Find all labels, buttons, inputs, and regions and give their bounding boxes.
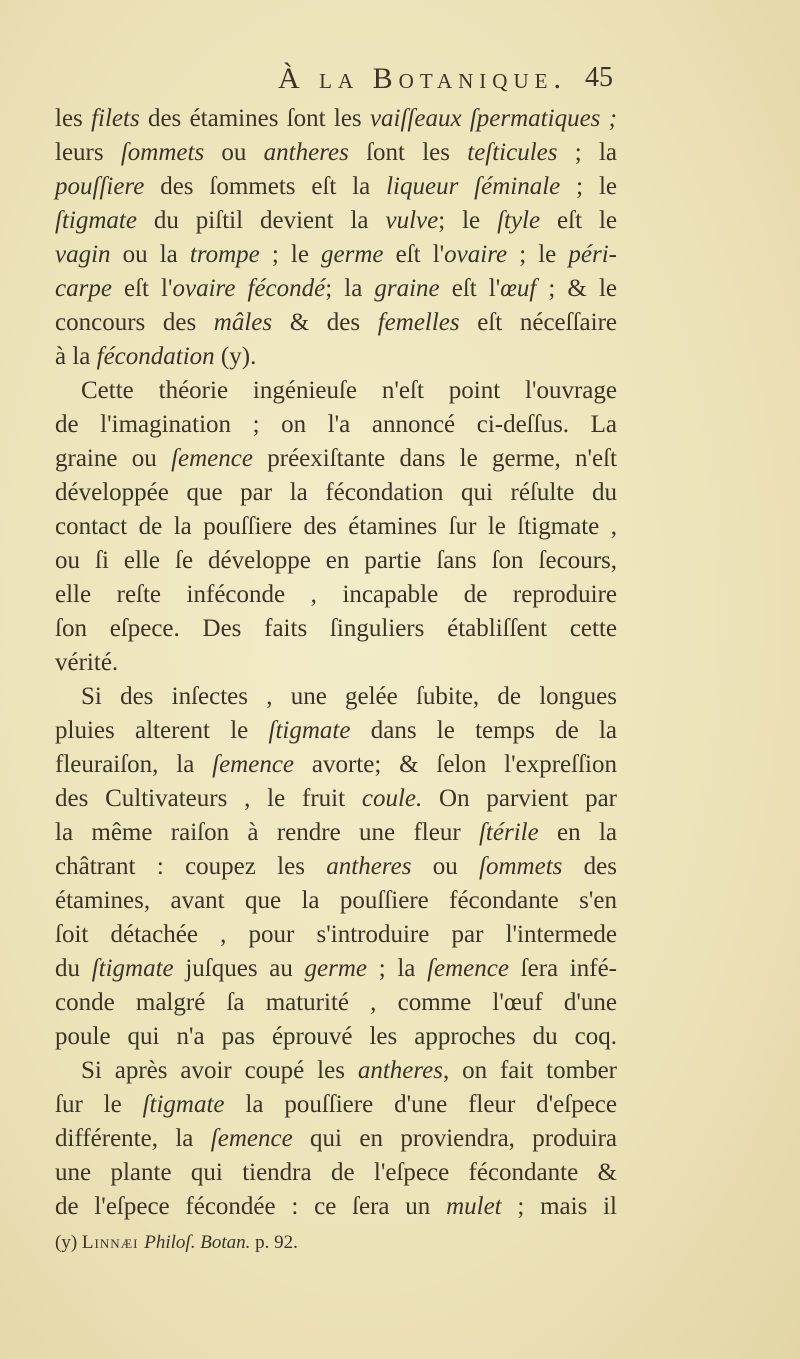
text-line [55, 714, 617, 748]
text-run: ou la [110, 241, 190, 268]
text-run: des [562, 853, 618, 880]
text-line [55, 1054, 617, 1088]
italic-term: mâles [213, 309, 273, 336]
italic-term: filets [91, 105, 140, 132]
text-run: qui en proviendra, produira [292, 1125, 617, 1152]
text-run: des Cultivateurs , le fruit [55, 785, 362, 812]
italic-term: ſommets [479, 853, 563, 880]
italic-term: ovaire fécondé [172, 275, 326, 302]
italic-term: ſtérile [478, 819, 539, 846]
text-run: ; & le [536, 275, 617, 302]
italic-term: ſtigmate [268, 717, 351, 744]
italic-term: ſtyle [497, 207, 541, 234]
text-run: juſques au [173, 955, 305, 982]
italic-term: ſemence [171, 445, 253, 472]
text-line [55, 952, 617, 986]
italic-term: ſemence [427, 955, 509, 982]
text-line [55, 170, 617, 204]
running-header: À la Botanique. [278, 62, 567, 95]
text-line [55, 680, 617, 714]
footnote-author: Linnæi [81, 1232, 145, 1253]
italic-term: ovaire [444, 241, 508, 268]
text-run: eſt l' [111, 275, 173, 302]
text-run: ; mais il [501, 1193, 617, 1220]
text-line [55, 102, 617, 136]
text-line [55, 374, 617, 408]
text-line [55, 1156, 617, 1190]
text-run: conde malgré ſa maturité , comme l'œuf d'une [55, 989, 617, 1016]
body-text [55, 102, 617, 1224]
text-line [55, 816, 617, 850]
italic-term: ſommets [120, 139, 205, 166]
text-line [55, 306, 617, 340]
italic-term: fécondation [96, 343, 215, 370]
text-line [55, 1020, 617, 1054]
text-run: eſt néceſſaire [459, 309, 617, 336]
page-number: 45 [585, 62, 613, 93]
text-line [55, 1122, 617, 1156]
text-run: ; le [438, 207, 498, 234]
footnote [55, 1232, 298, 1254]
italic-term: trompe [189, 241, 260, 268]
text-line [55, 850, 617, 884]
text-run: , on fait tomber [442, 1057, 617, 1084]
italic-term: péri- [568, 241, 617, 268]
italic-term: coule. [361, 785, 423, 812]
footnote-marker: (y) [55, 1232, 82, 1253]
text-run: de l'imagination ; on l'a annoncé ci-deſſus. La [55, 411, 617, 438]
text-run: préexiſtante dans le germe, n'eſt [252, 445, 617, 472]
text-run: (y). [214, 343, 257, 370]
text-run: ſur le [55, 1091, 143, 1118]
text-run: développée que par la fécondation qui réſulte du [55, 479, 617, 506]
text-run: Cette théorie ingénieuſe n'eſt point l'ouvrage [81, 377, 617, 404]
italic-term: vagin [55, 241, 111, 268]
italic-term: ſtigmate [142, 1091, 225, 1118]
italic-term: ſemence [212, 751, 295, 778]
text-run: ; le [560, 173, 617, 200]
text-run: elle reſte inféconde , incapable de reproduire [55, 581, 617, 608]
text-line [55, 918, 617, 952]
text-run: la pouſſiere d'une fleur d'eſpece [224, 1091, 617, 1118]
text-run: la même raiſon à rendre une fleur [55, 819, 479, 846]
text-run: du [55, 955, 92, 982]
text-line [55, 544, 617, 578]
italic-term: ſtigmate [55, 207, 137, 234]
text-run: ou [204, 139, 264, 166]
text-line [55, 612, 617, 646]
text-run: ; la [557, 139, 617, 166]
text-line [55, 510, 617, 544]
italic-term: germe [304, 955, 368, 982]
italic-term: antheres [326, 853, 412, 880]
text-line [55, 204, 617, 238]
text-run: ſont les [348, 139, 468, 166]
text-run: étamines, avant que la pouſſiere fécondante s'en [55, 887, 617, 914]
text-run: Si des inſectes , une gelée ſubite, de longues [81, 683, 617, 710]
italic-term: pouſſiere [55, 173, 145, 200]
italic-term: teſticules [467, 139, 558, 166]
text-line [55, 408, 617, 442]
italic-term: ſtigmate [91, 955, 174, 982]
text-line [55, 136, 617, 170]
italic-term: carpe [55, 275, 112, 302]
text-line [55, 578, 617, 612]
text-run: ou ſi elle ſe développe en partie ſans ſon ſecours, [55, 547, 617, 574]
footnote-work: Philoſ. Botan. [144, 1232, 251, 1253]
footnote-page: p. 92. [250, 1232, 298, 1253]
text-line [55, 272, 617, 306]
text-run: des étamines ſont les [139, 105, 370, 132]
text-line [55, 1088, 617, 1122]
italic-term: œuf [500, 275, 537, 302]
text-line [55, 986, 617, 1020]
text-run: eſt l' [439, 275, 501, 302]
text-run: des ſommets eſt la [144, 173, 387, 200]
text-line [55, 238, 617, 272]
text-line [55, 782, 617, 816]
text-run: du piſtil devient la [136, 207, 386, 234]
text-run: ſon eſpece. Des faits ſinguliers établiſſent cette [55, 615, 617, 642]
text-run: eſt l' [383, 241, 445, 268]
text-run: vérité. [55, 649, 119, 676]
text-line [55, 442, 617, 476]
text-run: & des [272, 309, 378, 336]
text-run: poule qui n'a pas éprouvé les approches du coq. [55, 1023, 617, 1050]
italic-term: graine [374, 275, 440, 302]
text-line [55, 1190, 617, 1224]
text-run: à la [55, 343, 97, 370]
text-run: contact de la pouſſiere des étamines ſur le ſtigmate , [55, 513, 617, 540]
text-run: les [55, 105, 92, 132]
text-run: ſera infé- [508, 955, 618, 982]
italic-term: vulve [385, 207, 439, 234]
text-run: ſoit détachée , pour s'introduire par l'intermede [55, 921, 617, 948]
italic-term: antheres [357, 1057, 443, 1084]
text-run: dans le temps de la [350, 717, 617, 744]
text-run: eſt le [540, 207, 617, 234]
text-run: en la [538, 819, 618, 846]
italic-term: liqueur ſéminale [386, 173, 561, 200]
text-line [55, 340, 617, 374]
text-run: ; la [367, 955, 428, 982]
text-run: graine ou [55, 445, 172, 472]
text-run: de l'eſpece fécondée : ce ſera un [55, 1193, 447, 1220]
italic-term: antheres [263, 139, 349, 166]
text-run: différente, la [55, 1125, 211, 1152]
text-line [55, 476, 617, 510]
text-run: leurs [55, 139, 121, 166]
text-run: ; le [259, 241, 322, 268]
italic-term: germe [321, 241, 384, 268]
text-run: Si après avoir coupé les [81, 1057, 358, 1084]
text-run: ; la [325, 275, 375, 302]
text-line [55, 748, 617, 782]
text-run: pluies alterent le [55, 717, 269, 744]
text-run: ou [411, 853, 480, 880]
text-run: On parvient par [422, 785, 617, 812]
text-run: avorte; & ſelon l'expreſſion [294, 751, 617, 778]
text-run: concours des [55, 309, 214, 336]
text-line [55, 884, 617, 918]
italic-term: vaiſſeaux ſpermatiques ; [369, 105, 617, 132]
text-line [55, 646, 617, 680]
text-run: ; le [507, 241, 569, 268]
text-run: une plante qui tiendra de l'eſpece fécondante & [55, 1159, 617, 1186]
italic-term: ſemence [210, 1125, 293, 1152]
italic-term: mulet [446, 1193, 502, 1220]
italic-term: femelles [377, 309, 460, 336]
text-run: châtrant : coupez les [55, 853, 327, 880]
text-run: fleuraiſon, la [55, 751, 213, 778]
